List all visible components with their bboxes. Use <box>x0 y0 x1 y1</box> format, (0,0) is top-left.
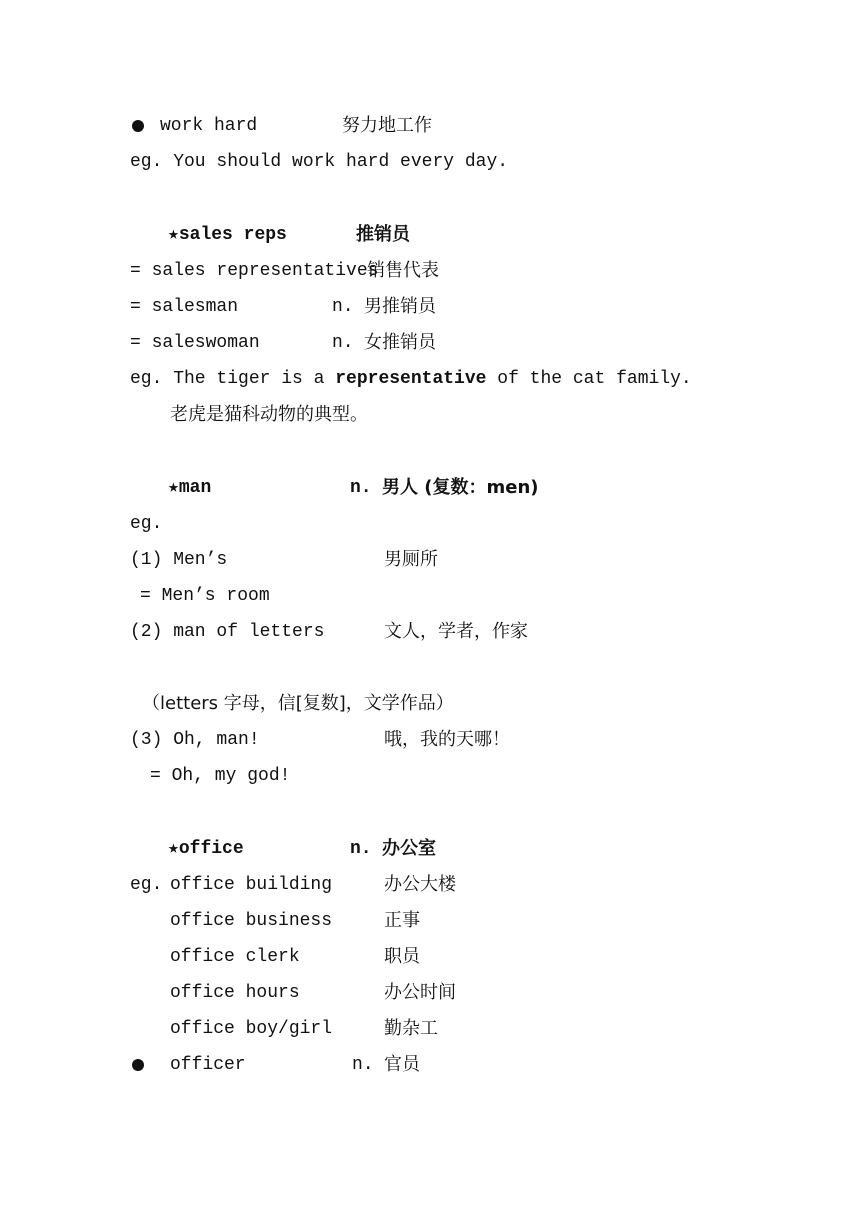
entry-term-officer: officer <box>170 1055 246 1075</box>
heading-man-pos: n. <box>350 478 372 498</box>
example-highlight: representative <box>335 369 487 389</box>
phrase-meaning: 勤杂工 <box>384 1018 438 1039</box>
bullet-icon <box>132 1059 144 1071</box>
eg-label: eg. <box>130 514 163 534</box>
phrase-meaning: 正事 <box>384 910 420 931</box>
part-of-speech: n. <box>332 297 354 317</box>
heading-office-pos: n. <box>350 839 372 859</box>
bullet-icon <box>132 120 144 132</box>
phrase-term: office building <box>170 875 333 895</box>
phrase-term: office hours <box>170 983 300 1003</box>
example-suffix: of the cat family. <box>486 369 692 389</box>
heading-man: ★man <box>168 478 212 498</box>
example-prefix: eg. The tiger is a <box>130 369 336 389</box>
letters-note: （letters 字母，信[复数]，文学作品） <box>142 693 454 714</box>
phrase-term: office boy/girl <box>170 1019 333 1039</box>
phrase-term: office business <box>170 911 333 931</box>
heading-office: ★office <box>168 839 244 859</box>
synonym-term: = sales representatives <box>130 261 379 281</box>
entry-term-work-hard: work hard <box>160 116 258 136</box>
eg-label: eg. <box>130 875 163 895</box>
heading-office-meaning: 办公室 <box>382 838 436 859</box>
heading-man-meaning: 男人 (复数：men) <box>382 477 539 498</box>
example-sentence <box>130 368 692 390</box>
heading-sales-reps-meaning: 推销员 <box>356 224 410 245</box>
entry-meaning-work-hard: 努力地工作 <box>342 115 432 136</box>
phrase-meaning: 男厕所 <box>384 549 438 570</box>
heading-sales-reps: ★sales reps <box>168 225 287 245</box>
phrase-term: office clerk <box>170 947 300 967</box>
synonym-term: = saleswoman <box>130 333 260 353</box>
synonym-meaning: 销售代表 <box>367 260 439 281</box>
example-sentence: eg. You should work hard every day. <box>130 152 509 172</box>
phrase-meaning: 职员 <box>384 946 420 967</box>
phrase-term: (3) Oh, man! <box>130 730 260 750</box>
phrase-meaning: 哦，我的天哪！ <box>384 729 510 750</box>
phrase-alt: = Oh, my god! <box>150 766 291 786</box>
part-of-speech: n. <box>332 333 354 353</box>
phrase-meaning: 文人，学者，作家 <box>384 621 528 642</box>
phrase-alt: = Men’s room <box>140 586 270 606</box>
phrase-meaning: 办公大楼 <box>384 874 456 895</box>
phrase-term: (1) Men’s <box>130 550 228 570</box>
entry-meaning-officer: 官员 <box>384 1054 420 1075</box>
example-translation: 老虎是猫科动物的典型。 <box>170 404 368 425</box>
phrase-meaning: 办公时间 <box>384 982 456 1003</box>
part-of-speech: n. <box>352 1055 374 1075</box>
phrase-term: (2) man of letters <box>130 622 325 642</box>
synonym-meaning: 女推销员 <box>364 332 436 353</box>
synonym-term: = salesman <box>130 297 239 317</box>
synonym-meaning: 男推销员 <box>364 296 436 317</box>
